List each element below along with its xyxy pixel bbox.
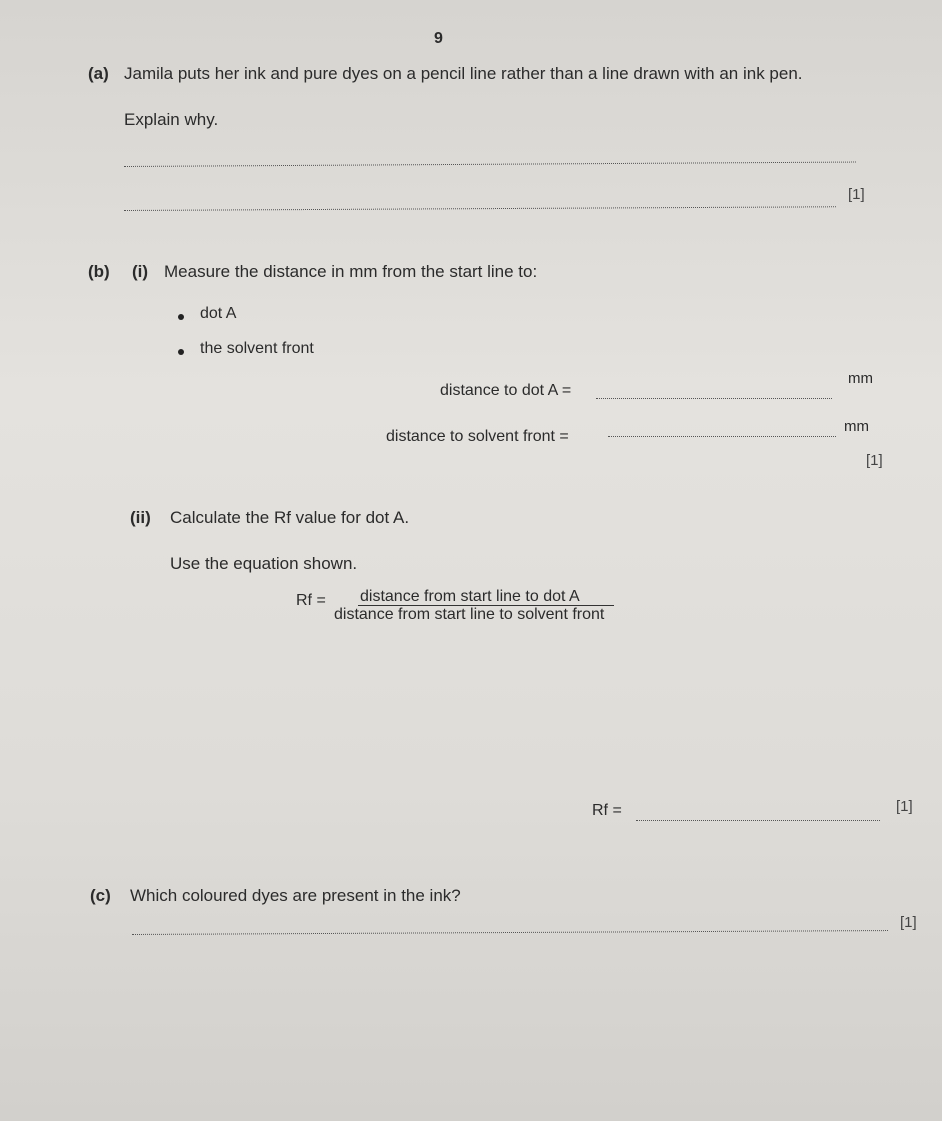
part-a-marks: [1] [848, 186, 865, 203]
answer-line-solvent-front[interactable] [608, 436, 836, 437]
page-number: 9 [434, 30, 443, 47]
rf-answer-label: Rf = [592, 802, 622, 819]
bullet-dot-a: dot A [200, 305, 237, 322]
part-b-i-marks: [1] [866, 452, 883, 469]
part-b-i-question: Measure the distance in mm from the start line to: [164, 262, 538, 281]
part-b-ii-label: (ii) [130, 508, 151, 527]
equation-denominator: distance from start line to solvent front [334, 606, 605, 623]
part-c-label: (c) [90, 886, 111, 905]
equation-lhs: Rf = [296, 592, 326, 609]
answer-label-solvent-front: distance to solvent front = [386, 428, 569, 445]
part-b-ii-instruction: Use the equation shown. [170, 554, 358, 573]
bullet-icon [178, 349, 184, 355]
answer-line-dot-a[interactable] [596, 398, 832, 399]
unit-mm-2: mm [844, 418, 869, 435]
part-a-question: Jamila puts her ink and pure dyes on a pencil line rather than a line drawn with an ink pen. [124, 64, 803, 83]
answer-label-dot-a: distance to dot A = [440, 382, 572, 399]
part-c-question: Which coloured dyes are present in the ink? [130, 886, 461, 905]
unit-mm-1: mm [848, 370, 873, 387]
answer-line-c[interactable] [132, 930, 888, 935]
part-b-ii-marks: [1] [896, 798, 913, 815]
equation-numerator: distance from start line to dot A [360, 588, 580, 605]
part-b-i-label: (i) [132, 262, 149, 281]
answer-line-rf[interactable] [636, 820, 880, 821]
bullet-icon [178, 314, 184, 320]
part-b-ii-question: Calculate the Rf value for dot A. [170, 508, 410, 527]
part-c-marks: [1] [900, 914, 917, 931]
part-b-label: (b) [88, 262, 110, 281]
answer-line-a2[interactable] [124, 206, 836, 211]
bullet-solvent-front: the solvent front [200, 340, 314, 357]
part-a-instruction: Explain why. [124, 110, 219, 129]
part-a-label: (a) [88, 64, 109, 83]
answer-line-a1[interactable] [124, 162, 856, 167]
